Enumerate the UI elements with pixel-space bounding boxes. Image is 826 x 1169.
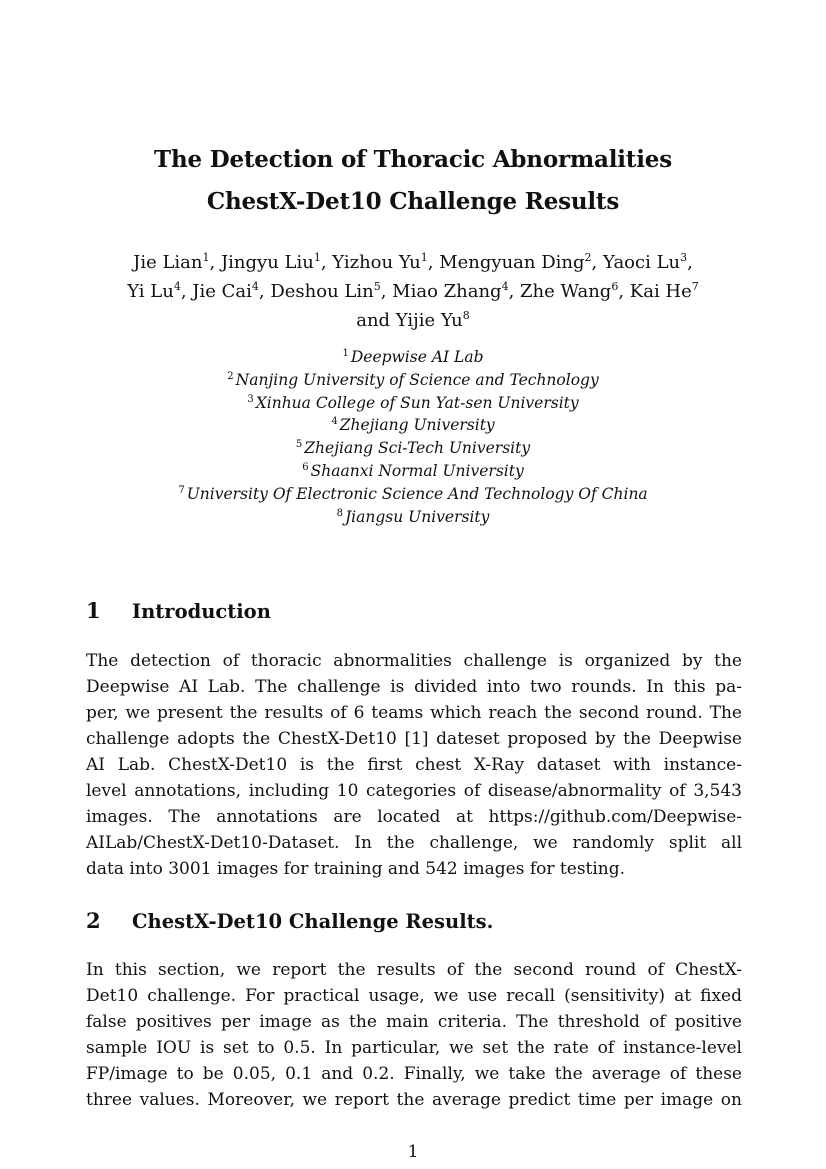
affiliation: $^2$ Nanjing University of Science and Technology: [227, 370, 599, 389]
paper-title-line-1: The Detection of Thoracic Abnormalities: [154, 146, 672, 173]
author: Deshou Lin$^5$,: [270, 280, 393, 302]
text-line: The detection of thoracic abnormalities challenge is organized by the: [86, 651, 742, 671]
text-line: sample IOU is set to 0.5. In particular, we set the rate of instance-level: [86, 1038, 742, 1058]
affiliation: $^3$ Xinhua College of Sun Yat-sen University: [247, 393, 579, 412]
affiliation: $^8$ Jiangsu University: [336, 507, 490, 526]
affiliation-list: [0, 346, 826, 528]
author: Yizhou Yu$^1$,: [332, 251, 440, 273]
text-line: challenge adopts the ChestX-Det10 [1] dateset proposed by the Deepwise: [86, 729, 742, 749]
section-title: ChestX-Det10 Challenge Results.: [132, 910, 494, 933]
text-line: per, we present the results of 6 teams which reach the second round. The: [86, 703, 742, 723]
results-paragraph: [86, 957, 742, 1113]
author: Kai He$^7$: [629, 280, 699, 302]
text-line: three values. Moreover, we report the average predict time per image on: [86, 1090, 742, 1110]
section-heading-results: [86, 908, 493, 933]
text-line: AI Lab. ChestX-Det10 is the first chest X-Ray dataset with instance-: [86, 755, 742, 775]
affiliation: $^4$ Zhejiang University: [331, 416, 495, 435]
author: and Yijie Yu$^8$: [356, 309, 470, 331]
text-line: AILab/ChestX-Det10-Dataset. In the challenge, we randomly split all: [86, 833, 742, 853]
author: Yi Lu$^4$,: [127, 280, 193, 302]
affiliation: $^6$ Shaanxi Normal University: [302, 461, 524, 480]
text-line: FP/image to be 0.05, 0.1 and 0.2. Finally, we take the average of these: [86, 1064, 742, 1084]
section-heading-introduction: [86, 598, 271, 623]
text-line: data into 3001 images for training and 542 images for testing.: [86, 859, 626, 879]
text-line: Det10 challenge. For practical usage, we use recall (sensitivity) at fixed: [86, 986, 742, 1006]
introduction-paragraph: [86, 648, 742, 882]
affiliation: $^7$ University Of Electronic Science And Technology Of China: [178, 484, 648, 503]
author: Jie Lian$^1$,: [133, 251, 221, 273]
section-number: 2: [86, 908, 101, 933]
text-line: false positives per image as the main criteria. The threshold of positive: [86, 1012, 742, 1032]
paper-title-line-2: ChestX-Det10 Challenge Results: [206, 188, 620, 215]
author: Mengyuan Ding$^2$,: [439, 251, 603, 273]
text-line: Deepwise AI Lab. The challenge is divided into two rounds. In this pa-: [86, 677, 742, 697]
page-number: 1: [407, 1142, 419, 1162]
text-line: level annotations, including 10 categories of disease/abnormality of 3,543: [86, 781, 742, 801]
author: Jingyu Liu$^1$,: [220, 251, 333, 273]
author: Zhe Wang$^6$,: [520, 280, 630, 302]
affiliation: $^5$ Zhejiang Sci-Tech University: [295, 439, 531, 458]
affiliation: $^1$ Deepwise AI Lab: [342, 348, 484, 366]
author: Jie Cai$^4$,: [192, 280, 271, 302]
author-list: [60, 248, 766, 335]
text-line: images. The annotations are located at https://github.com/Deepwise-: [86, 807, 742, 827]
author: Miao Zhang$^4$,: [392, 280, 521, 302]
text-line: In this section, we report the results of the second round of ChestX-: [86, 960, 742, 980]
section-number: 1: [86, 598, 101, 623]
section-title: Introduction: [132, 600, 271, 623]
author: Yaoci Lu$^3$,: [602, 251, 693, 273]
